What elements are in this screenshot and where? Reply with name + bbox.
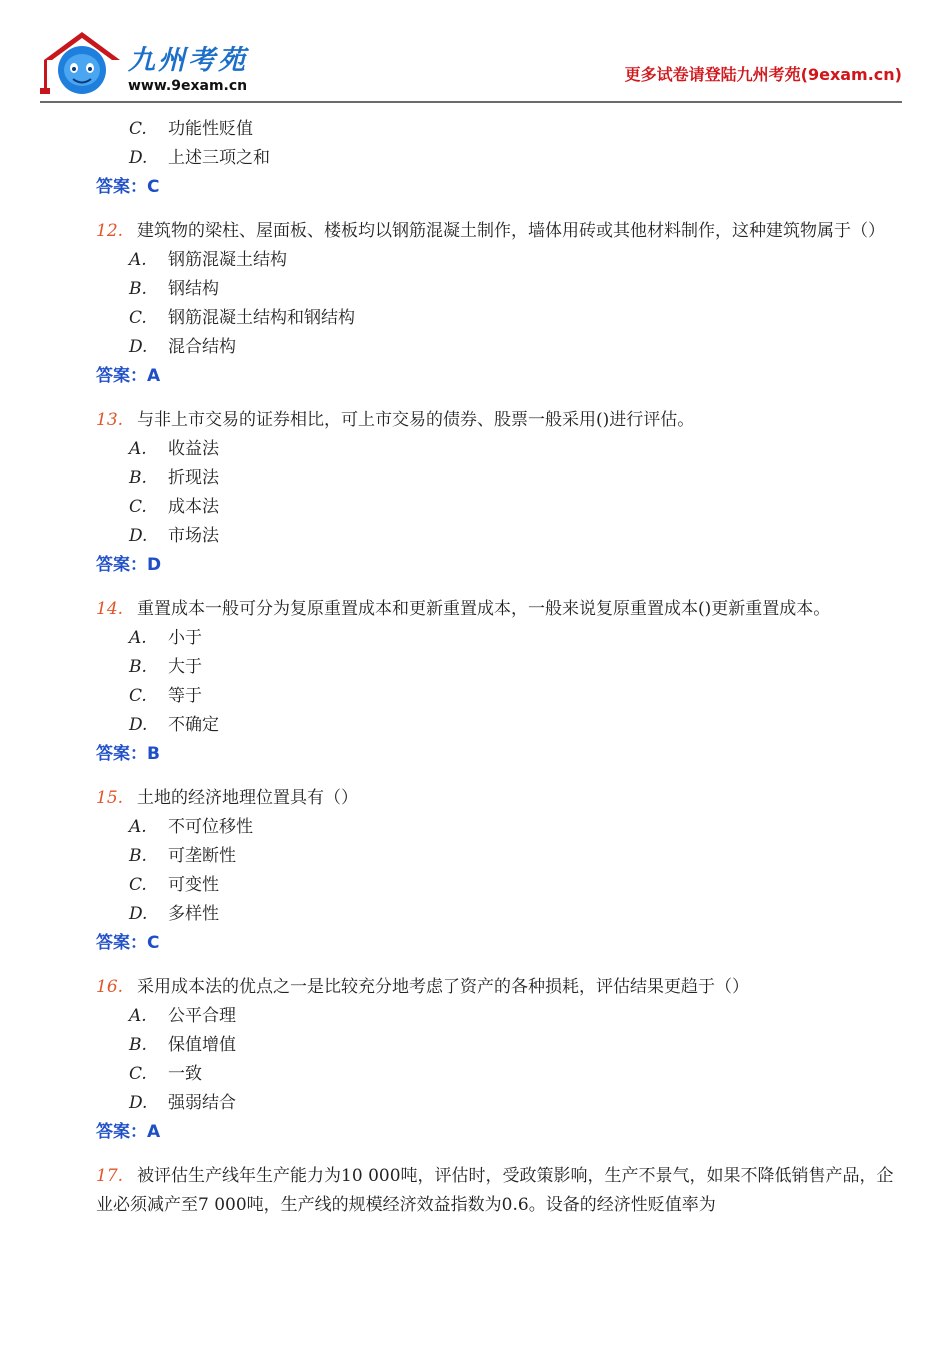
option-text: 成本法	[168, 497, 219, 517]
option-letter: C.	[129, 875, 147, 895]
option-c	[96, 682, 906, 711]
option-c	[96, 493, 906, 522]
option-text: 公平合理	[168, 1006, 236, 1026]
option-letter: A.	[129, 628, 147, 648]
question-list	[96, 115, 906, 1220]
option-letter: B.	[129, 846, 147, 866]
option-text: 折现法	[168, 468, 219, 488]
question-text: 与非上市交易的证券相比，可上市交易的债券、股票一般采用()进行评估。	[137, 410, 695, 430]
option-letter: B.	[129, 279, 147, 299]
option-c	[96, 871, 906, 900]
question-number: 17.	[96, 1166, 124, 1186]
question-14	[96, 595, 906, 624]
graduate-cap-logo-icon	[40, 26, 126, 100]
option-letter: D.	[129, 337, 148, 357]
answer: 答案：A	[96, 1122, 161, 1142]
option-text: 大于	[168, 657, 202, 677]
header-divider	[40, 101, 902, 103]
option-text: 强弱结合	[168, 1093, 236, 1113]
option-d	[96, 900, 906, 929]
option-b	[96, 1031, 906, 1060]
option-a	[96, 246, 906, 275]
option-a	[96, 435, 906, 464]
option-letter: D.	[129, 526, 148, 546]
option-a	[96, 1002, 906, 1031]
option-b	[96, 653, 906, 682]
option-letter: C.	[129, 686, 147, 706]
option-letter: B.	[129, 468, 147, 488]
question-text: 采用成本法的优点之一是比较充分地考虑了资产的各种损耗，评估结果更趋于（）	[137, 977, 750, 997]
option-letter: C.	[129, 119, 147, 139]
question-17	[96, 1162, 906, 1220]
option-d	[96, 711, 906, 740]
option-text: 可变性	[168, 875, 219, 895]
option-d	[96, 144, 906, 173]
logo-url: www.9exam.cn	[128, 78, 248, 94]
option-a	[96, 624, 906, 653]
answer: 答案：B	[96, 744, 160, 764]
option-d	[96, 522, 906, 551]
option-b	[96, 464, 906, 493]
question-text: 被评估生产线年生产能力为10 000吨，评估时，受政策影响，生产不景气，如果不降低销售产品，企业必须减产至7 000吨，生产线的规模经济效益指数为0.6。设备的经济性贬值率为	[96, 1166, 894, 1215]
option-c	[96, 1060, 906, 1089]
option-letter: C.	[129, 308, 147, 328]
option-letter: C.	[129, 497, 147, 517]
option-text: 混合结构	[168, 337, 236, 357]
option-text: 上述三项之和	[168, 148, 270, 168]
option-letter: D.	[129, 148, 148, 168]
question-number: 15.	[96, 788, 124, 808]
question-13	[96, 406, 906, 435]
option-c	[96, 115, 906, 144]
logo-name: 九州考苑	[128, 45, 248, 76]
option-text: 功能性贬值	[168, 119, 253, 139]
logo[interactable]	[40, 26, 290, 100]
option-text: 市场法	[168, 526, 219, 546]
option-letter: A.	[129, 817, 147, 837]
page-header	[40, 26, 902, 106]
question-number: 13.	[96, 410, 124, 430]
option-text: 收益法	[168, 439, 219, 459]
option-text: 钢结构	[168, 279, 219, 299]
question-12	[96, 217, 906, 246]
option-b	[96, 842, 906, 871]
option-letter: A.	[129, 439, 147, 459]
option-letter: B.	[129, 657, 147, 677]
option-letter: D.	[129, 1093, 148, 1113]
option-letter: A.	[129, 1006, 147, 1026]
question-16	[96, 973, 906, 1002]
question-text: 土地的经济地理位置具有（）	[137, 788, 359, 808]
question-text: 重置成本一般可分为复原重置成本和更新重置成本，一般来说复原重置成本()更新重置成本。	[137, 599, 831, 619]
answer: 答案：C	[96, 177, 160, 197]
option-letter: D.	[129, 904, 148, 924]
question-number: 12.	[96, 221, 124, 241]
option-letter: D.	[129, 715, 148, 735]
option-letter: A.	[129, 250, 147, 270]
option-text: 钢筋混凝土结构	[168, 250, 287, 270]
option-text: 不可位移性	[168, 817, 253, 837]
question-number: 16.	[96, 977, 124, 997]
option-c	[96, 304, 906, 333]
option-b	[96, 275, 906, 304]
option-text: 不确定	[168, 715, 219, 735]
question-15	[96, 784, 906, 813]
option-letter: C.	[129, 1064, 147, 1084]
header-promo-link[interactable]: 更多试卷请登陆九州考苑(9exam.cn)	[624, 65, 902, 84]
option-text: 小于	[168, 628, 202, 648]
answer: 答案：A	[96, 366, 161, 386]
option-d	[96, 333, 906, 362]
option-text: 等于	[168, 686, 202, 706]
option-a	[96, 813, 906, 842]
option-text: 多样性	[168, 904, 219, 924]
option-letter: B.	[129, 1035, 147, 1055]
question-text: 建筑物的梁柱、屋面板、楼板均以钢筋混凝土制作，墙体用砖或其他材料制作，这种建筑物属于（）	[137, 221, 886, 241]
answer: 答案：C	[96, 933, 160, 953]
question-number: 14.	[96, 599, 124, 619]
option-text: 保值增值	[168, 1035, 236, 1055]
option-d	[96, 1089, 906, 1118]
answer: 答案：D	[96, 555, 162, 575]
option-text: 钢筋混凝土结构和钢结构	[168, 308, 355, 328]
option-text: 可垄断性	[168, 846, 236, 866]
option-text: 一致	[168, 1064, 202, 1084]
